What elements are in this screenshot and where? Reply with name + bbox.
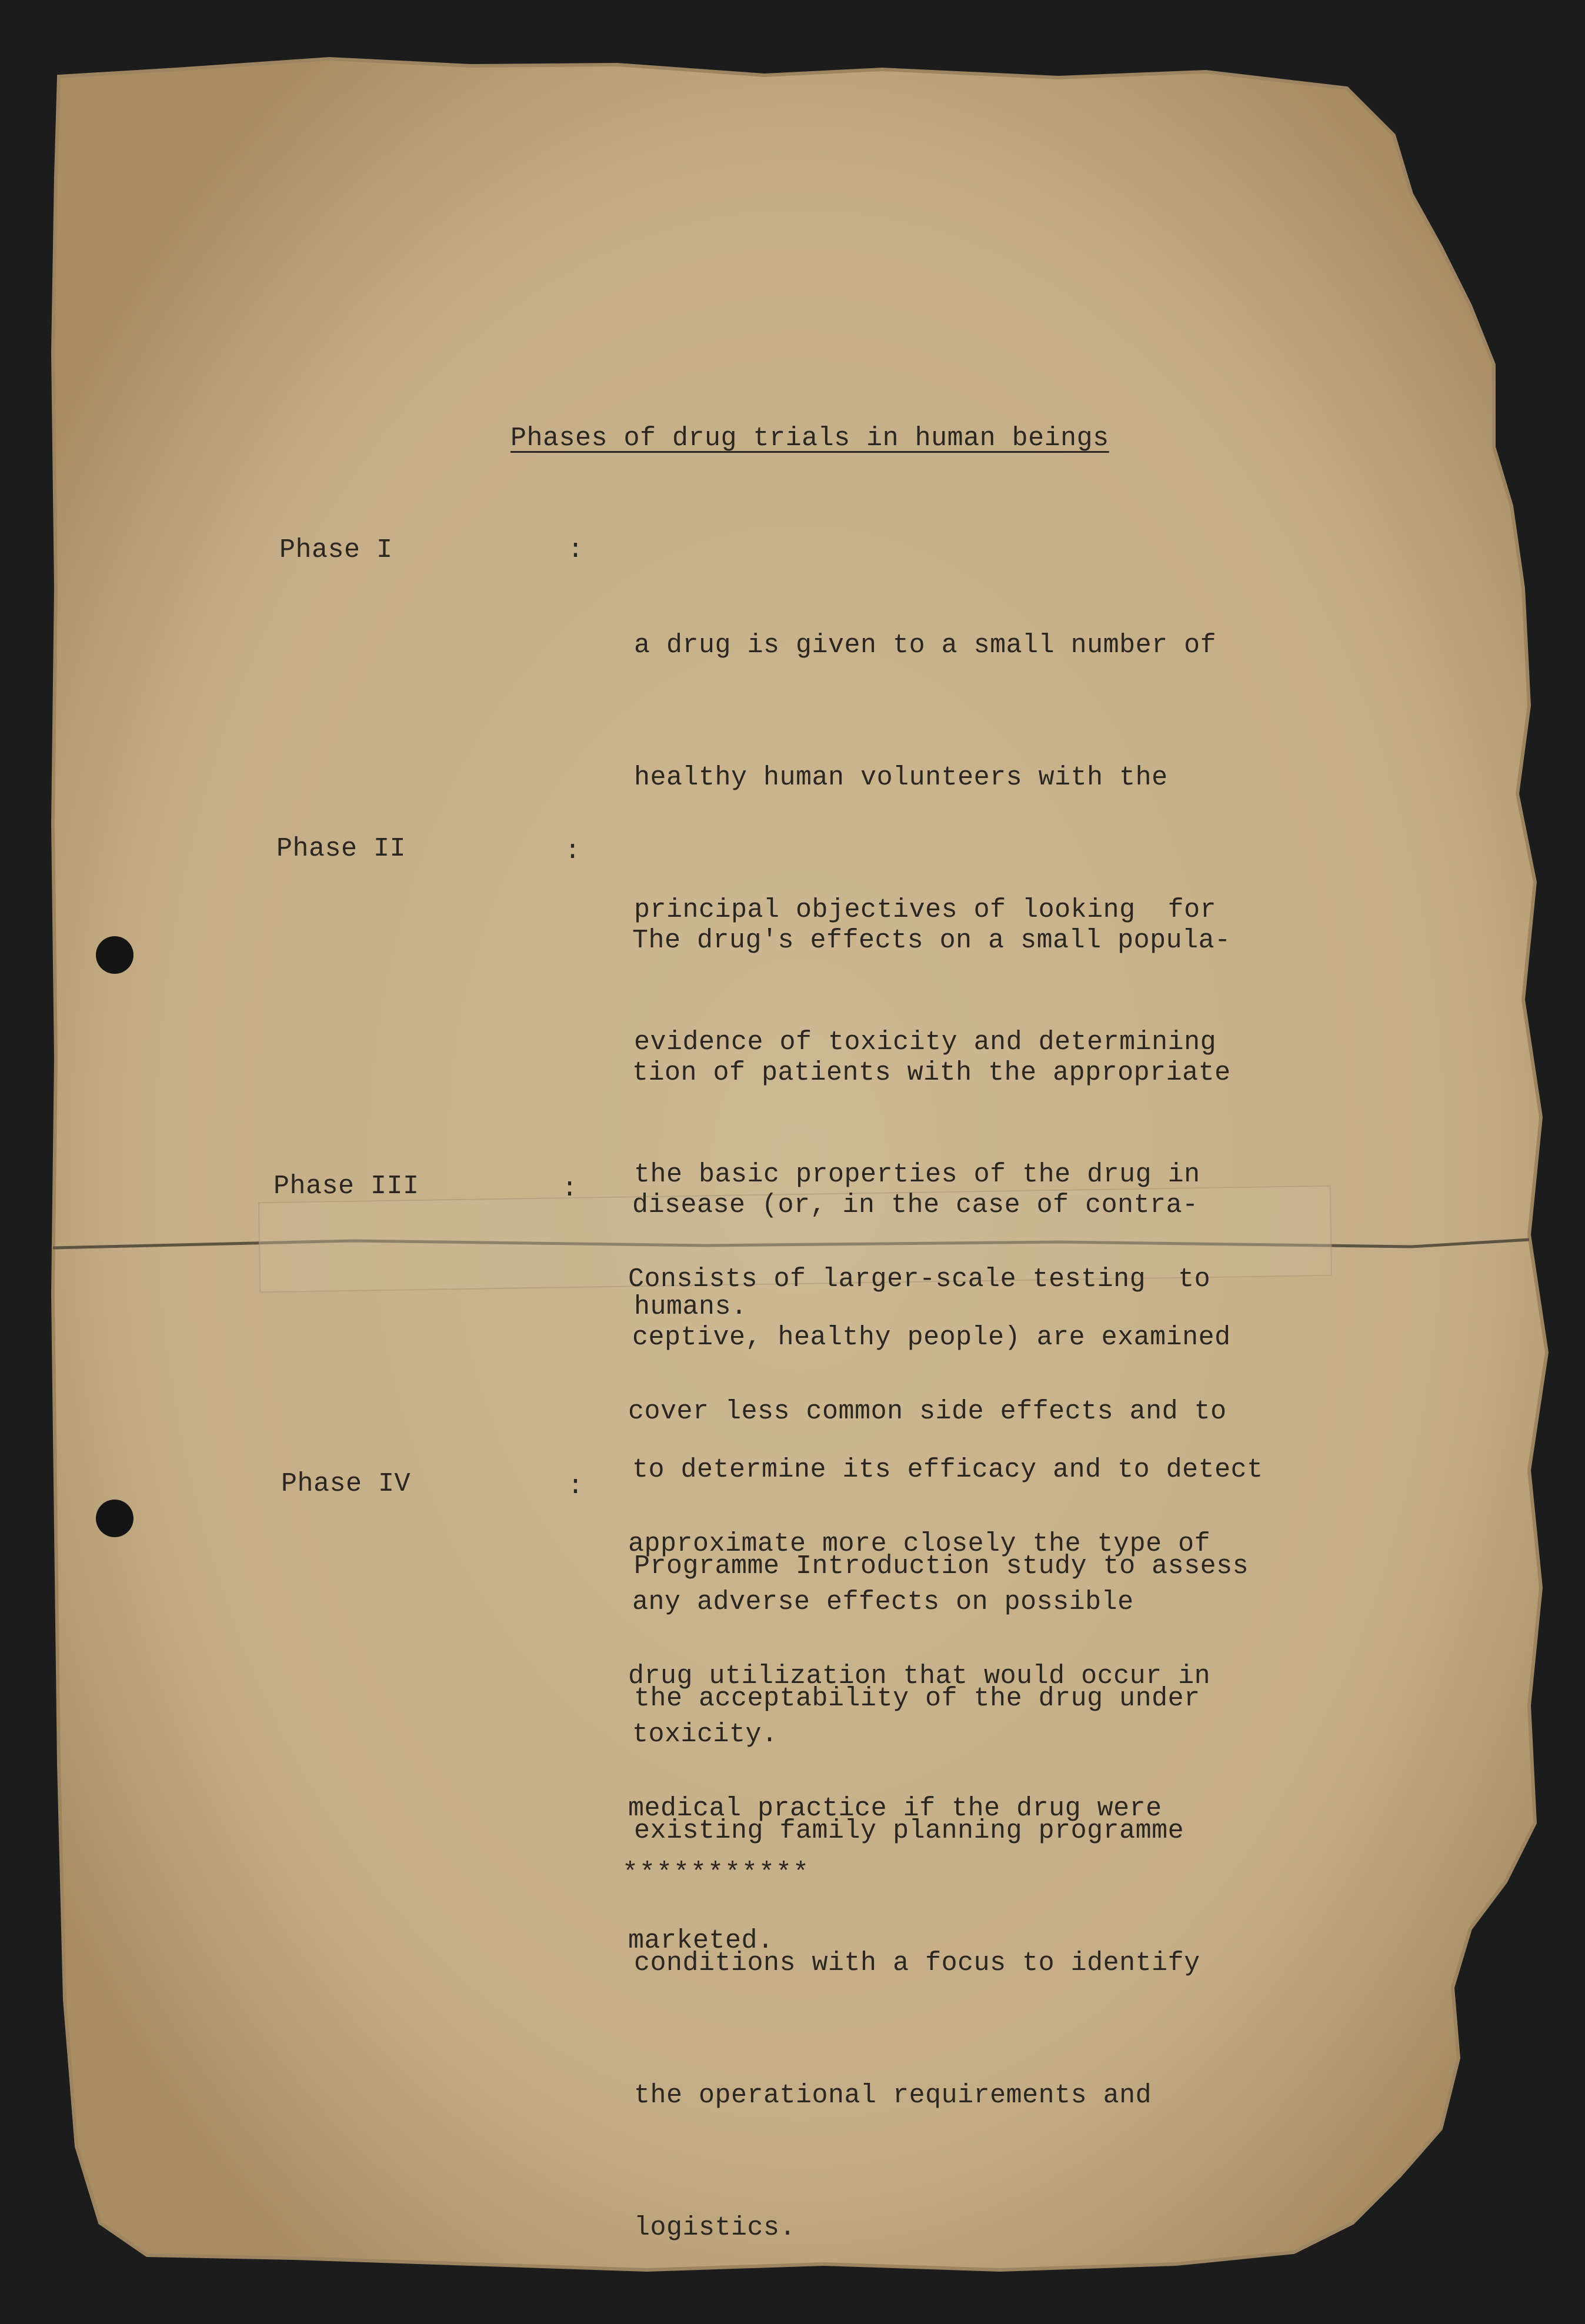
description-line: Programme Introduction study to assess bbox=[634, 1551, 1249, 1581]
phase-separator: : bbox=[568, 535, 584, 565]
phase-separator: : bbox=[568, 1471, 584, 1501]
description-line: disease (or, in the case of contra- bbox=[632, 1190, 1199, 1220]
phase-separator: : bbox=[565, 836, 581, 866]
description-line: any adverse effects on possible bbox=[632, 1587, 1134, 1617]
description-line: medical practice if the drug were bbox=[628, 1794, 1162, 1824]
description-line: the basic properties of the drug in bbox=[634, 1160, 1200, 1190]
description-line: conditions with a focus to identify bbox=[634, 1948, 1200, 1978]
phase-label: Phase IV bbox=[281, 1469, 411, 1499]
description-line: evidence of toxicity and determining bbox=[634, 1027, 1217, 1057]
description-line: principal objectives of looking for bbox=[634, 895, 1217, 925]
phase-separator: : bbox=[562, 1174, 578, 1204]
punch-hole-lower bbox=[96, 1500, 134, 1537]
description-line: The drug's effects on a small popula- bbox=[632, 926, 1231, 956]
description-line: humans. bbox=[634, 1292, 748, 1322]
description-line: existing family planning programme bbox=[634, 1816, 1184, 1846]
description-line: approximate more closely the type of bbox=[628, 1529, 1211, 1559]
document-title: Phases of drug trials in human beings bbox=[510, 423, 1109, 453]
description-line: the acceptability of the drug under bbox=[634, 1684, 1200, 1714]
description-line: to determine its efficacy and to detect bbox=[632, 1455, 1263, 1485]
description-line: ceptive, healthy people) are examined bbox=[632, 1323, 1231, 1353]
description-line: cover less common side effects and to bbox=[628, 1397, 1227, 1427]
description-line: a drug is given to a small number of bbox=[634, 630, 1217, 660]
phase-label: Phase I bbox=[279, 535, 393, 565]
punch-hole-upper bbox=[96, 936, 134, 974]
phase-label: Phase III bbox=[273, 1171, 419, 1201]
description-line: tion of patients with the appropriate bbox=[632, 1058, 1231, 1088]
end-marker: *********** bbox=[622, 1858, 810, 1888]
description-line: drug utilization that would occur in bbox=[628, 1661, 1211, 1691]
description-line: toxicity. bbox=[632, 1719, 778, 1749]
phase-label: Phase II bbox=[276, 834, 406, 864]
description-line: healthy human volunteers with the bbox=[634, 763, 1168, 793]
description-line: logistics. bbox=[634, 2213, 796, 2243]
description-line: Consists of larger-scale testing to bbox=[628, 1264, 1211, 1294]
description-line: the operational requirements and bbox=[634, 2081, 1152, 2111]
description-line: marketed. bbox=[628, 1926, 774, 1956]
